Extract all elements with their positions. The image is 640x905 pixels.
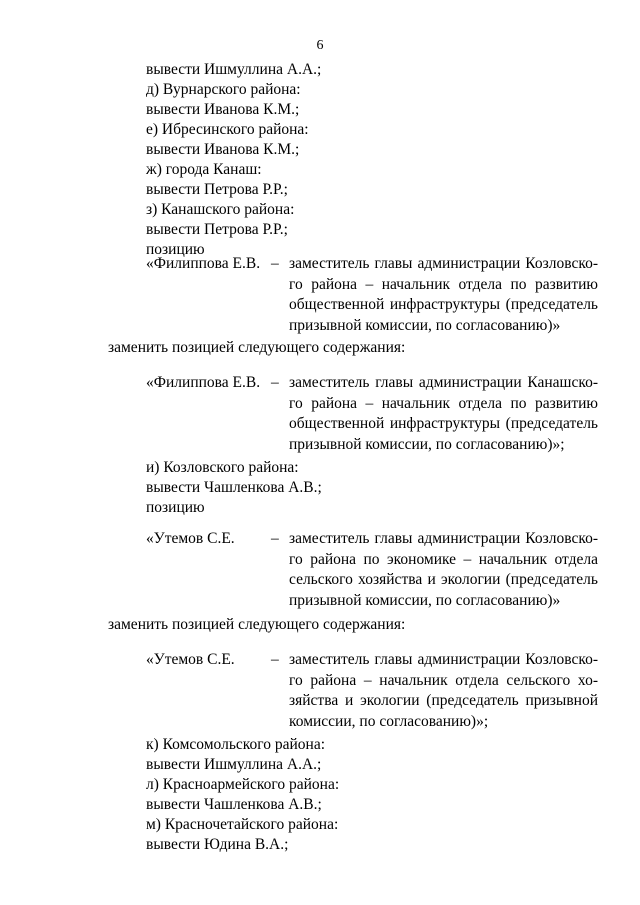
text-line: л) Красноармейского района: (146, 776, 340, 793)
text-line: вывести Чашленкова А.В.; (146, 796, 322, 813)
description-line: призывной комиссии, по согласованию)» (289, 591, 561, 609)
description-line: го района по экономике – начальник отдела (289, 550, 598, 568)
text-line: д) Вурнарского района: (146, 81, 301, 98)
description-line: заместитель главы администрации Канашско- (289, 374, 598, 391)
description-line: зяйства и экологии (председатель призывной (289, 692, 598, 709)
text-line: вывести Ишмуллина А.А.; (146, 756, 322, 773)
description-line: заместитель главы администрации Козловско- (289, 651, 598, 668)
text-line: позицию (146, 499, 205, 516)
text-line: позицию (146, 241, 205, 258)
text-line: вывести Иванова К.М.; (146, 141, 300, 158)
replace-instruction: заменить позицией следующего содержания: (108, 339, 406, 356)
description-line: общественной инфраструктуры (председатель (289, 296, 598, 313)
text-line: ж) города Канаш: (146, 161, 262, 178)
entry-description (289, 254, 598, 336)
text-line: вывести Юдина В.А.; (146, 836, 289, 853)
description-line: призывной комиссии, по согласованию)» (289, 316, 561, 334)
entry-dash: – (271, 374, 279, 391)
description-line: заместитель главы администрации Козловско- (289, 530, 598, 547)
text-line: к) Комсомольского района: (146, 736, 326, 753)
text-line: вывести Петрова Р.Р.; (146, 221, 288, 238)
entry-description (289, 529, 598, 611)
entry-name: «Филиппова Е.В. (146, 374, 261, 391)
text-line: вывести Иванова К.М.; (146, 101, 300, 118)
text-line: з) Канашского района: (146, 201, 295, 218)
description-line: призывной комиссии, по согласованию)»; (289, 435, 565, 453)
replace-instruction: заменить позицией следующего содержания: (108, 616, 406, 633)
entry-name: «Филиппова Е.В. (146, 255, 261, 272)
text-line: вывести Чашленкова А.В.; (146, 479, 322, 496)
description-line: го района – начальник отдела по развитию (289, 275, 598, 293)
entry-dash: – (271, 651, 279, 668)
description-line: общественной инфраструктуры (председатель (289, 415, 598, 432)
description-line: сельского хозяйства и экологии (председатель (289, 571, 598, 588)
text-line: м) Красночетайского района: (146, 816, 339, 833)
entry-description (289, 373, 598, 455)
entry-dash: – (271, 530, 279, 547)
entry-description (289, 650, 598, 732)
entry-dash: – (271, 255, 279, 272)
text-line: вывести Петрова Р.Р.; (146, 181, 288, 198)
entry-name: «Утемов С.Е. (146, 530, 235, 547)
entry-name: «Утемов С.Е. (146, 651, 235, 668)
description-line: комиссии, по согласованию)»; (289, 712, 489, 730)
description-line: го района – начальник отдела по развитию (289, 394, 598, 412)
text-line: и) Козловского района: (146, 459, 299, 476)
page-number: 6 (316, 38, 324, 53)
text-line: вывести Ишмуллина А.А.; (146, 61, 322, 78)
text-line: е) Ибресинского района: (146, 121, 309, 138)
description-line: го района – начальник отдела сельского хо- (289, 671, 598, 689)
description-line: заместитель главы администрации Козловско- (289, 255, 598, 272)
